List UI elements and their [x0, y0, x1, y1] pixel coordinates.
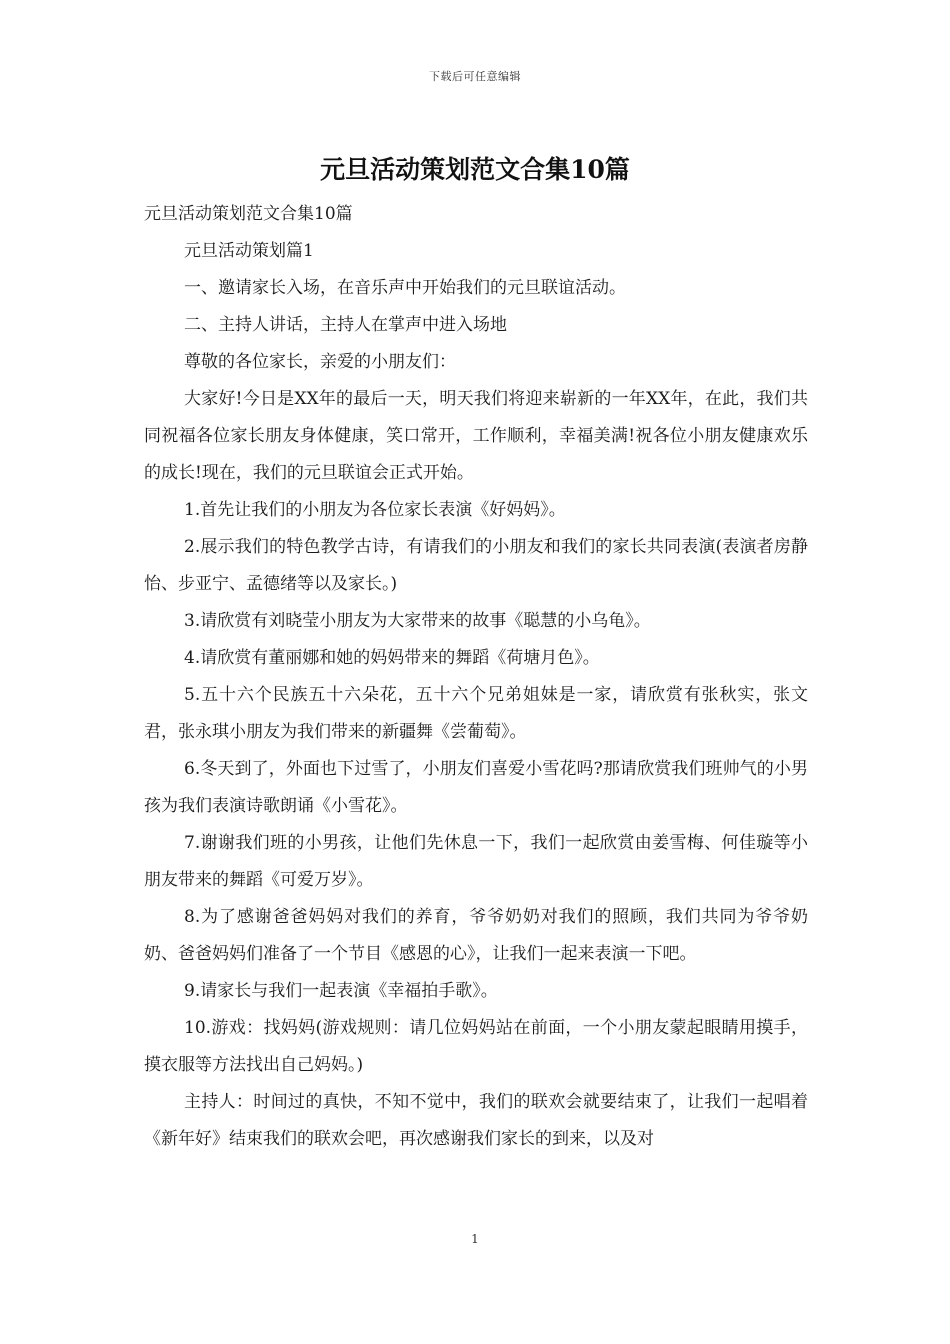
paragraph: 8.为了感谢爸爸妈妈对我们的养育，爷爷奶奶对我们的照顾，我们共同为爷爷奶奶、爸爸妈妈们准备了一个节目《感恩的心》，让我们一起来表演一下吧。	[144, 907, 808, 964]
paragraph: 7.谢谢我们班的小男孩，让他们先休息一下，我们一起欣赏由姜雪梅、何佳璇等小朋友带来的舞蹈《可爱万岁》。	[144, 833, 808, 890]
paragraph: 6.冬天到了，外面也下过雪了，小朋友们喜爱小雪花吗?那请欣赏我们班帅气的小男孩为我们表演诗歌朗诵《小雪花》。	[144, 759, 808, 816]
paragraph: 9.请家长与我们一起表演《幸福拍手歌》。	[184, 981, 498, 1001]
paragraph: 尊敬的各位家长，亲爱的小朋友们：	[184, 352, 456, 372]
document-body	[144, 196, 808, 1158]
page-number: 1	[471, 1232, 479, 1246]
header-note: 下载后可任意编辑	[429, 70, 521, 83]
paragraph: 10.游戏：找妈妈(游戏规则：请几位妈妈站在前面，一个小朋友蒙起眼睛用摸手，摸衣服等方法找出自己妈妈。)	[144, 1018, 808, 1075]
paragraph: 元旦活动策划范文合集10篇	[144, 204, 353, 224]
paragraph: 大家好!今日是XX年的最后一天，明天我们将迎来崭新的一年XX年，在此，我们共同祝福各位家长朋友身体健康，笑口常开，工作顺利，幸福美满!祝各位小朋友健康欢乐的成长!现在，我们的元旦联谊会正式开始。	[144, 389, 808, 483]
paragraph: 元旦活动策划篇1	[184, 241, 314, 261]
paragraph: 5.五十六个民族五十六朵花，五十六个兄弟姐妹是一家，请欣赏有张秋实，张文君，张永琪小朋友为我们带来的新疆舞《尝葡萄》。	[144, 685, 808, 742]
paragraph: 一、邀请家长入场，在音乐声中开始我们的元旦联谊活动。	[184, 278, 626, 298]
paragraph: 主持人：时间过的真快，不知不觉中，我们的联欢会就要结束了，让我们一起唱着《新年好》结束我们的联欢会吧，再次感谢我们家长的到来，以及对	[144, 1092, 808, 1149]
paragraph: 3.请欣赏有刘晓莹小朋友为大家带来的故事《聪慧的小乌龟》。	[184, 611, 651, 631]
paragraph: 1.首先让我们的小朋友为各位家长表演《好妈妈》。	[184, 500, 566, 520]
document-title: 元旦活动策划范文合集10篇	[320, 155, 630, 184]
paragraph: 2.展示我们的特色教学古诗，有请我们的小朋友和我们的家长共同表演(表演者房静怡、步亚宁、孟德绪等以及家长。)	[144, 537, 808, 594]
paragraph: 二、主持人讲话，主持人在掌声中进入场地	[184, 315, 507, 335]
paragraph: 4.请欣赏有董丽娜和她的妈妈带来的舞蹈《荷塘月色》。	[184, 648, 600, 668]
